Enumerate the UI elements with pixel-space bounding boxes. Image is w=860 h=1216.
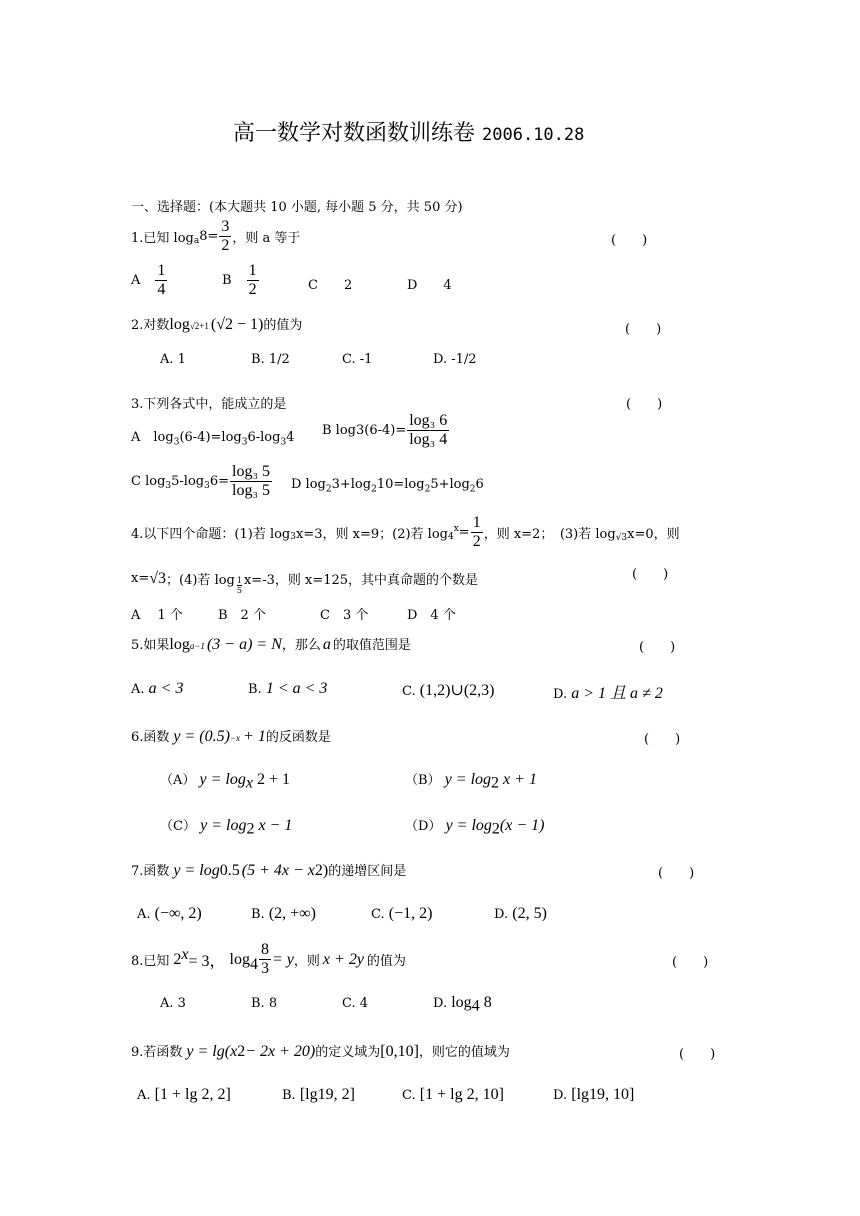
q7-option-a: A. (−∞, 2): [137, 905, 202, 922]
q7-option-b: B. (2, +∞): [251, 905, 316, 922]
q2-option-d: D. -1/2: [433, 352, 477, 367]
q1-option-d: D 4: [407, 278, 452, 293]
q5-option-b: B. 1 < a < 3: [248, 680, 328, 697]
question-3-stem: 3.下列各式中，能成立的是: [131, 397, 287, 412]
question-7-stem: 7.函数 y = log 0.5 (5 + 4x − x 2 ) 的递增区间是: [131, 862, 407, 879]
q7-option-c: C. (−1, 2): [371, 905, 433, 922]
q4-option-d: D 4 个: [407, 608, 456, 623]
answer-bracket: ( ): [626, 397, 663, 412]
q9-option-d: D. [lg19, 10]: [553, 1086, 635, 1103]
question-9-stem: 9.若函数 y = lg(x 2 − 2x + 20) 的定义域为 [0,10] ，则它的值域为: [131, 1043, 510, 1060]
title-main: 高一数学对数函数训练卷: [233, 121, 476, 146]
q4-option-c: C 3 个: [320, 608, 369, 623]
q3-option-d: D $\log_23+\log_210=\log_25+\log_26$: [291, 477, 484, 495]
q7-option-d: D. (2, 5): [494, 905, 547, 922]
q6-option-a: （A） $y = \log_x 2 + 1$: [160, 771, 291, 792]
question-5-stem: 5.如果 log a−1 (3 − a) = N ，那么 a 的取值范围是: [131, 636, 411, 653]
question-2-stem: 2.对数 log √2+1 (√2 − 1) 的值为: [131, 316, 303, 333]
section-header: 一、选择题：(本大题共 10 小题, 每小题 5 分，共 50 分): [131, 200, 463, 215]
question-4-line1: 4.以下四个命题：(1)若 log $_3$ x=3，则 x=9；(2)若 log $_4$ $^x$ = $\frac{1}{2}$ ，则 x=2； (3)若 log $_{√3}$ x=0，则: [131, 514, 680, 550]
answer-bracket: ( ): [679, 1047, 716, 1062]
q4-option-b: B 2 个: [218, 608, 266, 623]
fraction: $\frac{3}{2}$: [221, 218, 230, 254]
q2-option-b: B. 1/2: [251, 352, 290, 367]
answer-bracket: ( ): [672, 955, 709, 970]
answer-bracket: ( ): [639, 640, 676, 655]
q4-option-a: A 1 个: [131, 608, 183, 623]
q1-option-b: B $\frac{1}{2}$: [222, 262, 257, 298]
q2-option-a: A. 1: [160, 352, 186, 367]
q8-option-c: C. 4: [342, 996, 369, 1011]
q8-option-b: B. 8: [251, 996, 278, 1011]
answer-bracket: ( ): [611, 233, 648, 248]
answer-bracket: ( ): [632, 567, 669, 582]
q3-option-c: C log $_3$ 5-log $_3$ 6= $\frac{\text{log₃ 5}}{\text{log₃ 5}}$: [131, 463, 271, 499]
q2-option-c: C. -1: [342, 352, 373, 367]
q5-option-d: D. a > 1 且 a ≠ 2: [553, 685, 663, 702]
q8-option-d: D. $\log_4 8$: [433, 994, 492, 1015]
answer-bracket: ( ): [644, 732, 681, 747]
title-date: 2006.10.28: [482, 125, 585, 145]
page-title: [233, 116, 584, 147]
q9-option-a: A. [1 + lg 2, 2]: [137, 1086, 231, 1103]
question-4-line2: x= √3 ；(4)若 log 1 5 x=-3，则 x=125，其中真命题的个数是: [131, 569, 479, 595]
q1-option-a: A $\frac{1}{4}$: [131, 262, 166, 298]
q6-option-c: （C） $y = \log_2 x - 1$: [160, 817, 293, 838]
question-8-stem: 8.已知 2 x = 3， log 4 $\frac{8}{3}$ = y ，则 x + 2y 的值为: [131, 941, 406, 977]
answer-bracket: ( ): [625, 322, 662, 337]
q1-option-c: C 2: [308, 278, 353, 293]
q3-option-a: A $\log_3(6-4)=\log_36-\log_34$: [131, 430, 295, 448]
question-6-stem: 6.函数 y = (0.5) −x + 1 的反函数是: [131, 728, 331, 745]
q6-option-d: （D） $y = \log_2(x - 1)$: [405, 817, 545, 838]
question-1-stem: 1.已知 log $_a$ 8= $\frac{3}{2}$ ，则 a 等于: [131, 218, 301, 254]
q8-option-a: A. 3: [160, 996, 186, 1011]
q9-option-b: B. [lg19, 2]: [282, 1086, 355, 1103]
q5-option-a: A. a < 3: [131, 680, 184, 697]
q5-option-c: C. (1,2)∪(2,3): [402, 682, 495, 699]
answer-bracket: ( ): [658, 866, 695, 881]
q3-option-b: B log3(6-4)= $\frac{\text{log₃ 6}}{\text{log₃ 4}}$: [322, 412, 448, 448]
q6-option-b: （B） $y = \log_2 x + 1$: [405, 771, 537, 792]
q9-option-c: C. [1 + lg 2, 10]: [402, 1086, 504, 1103]
